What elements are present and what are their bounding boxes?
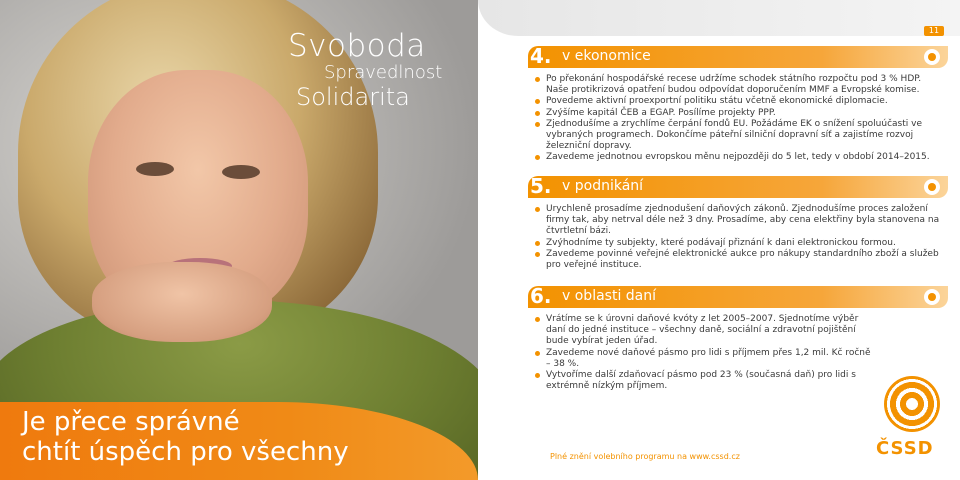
photo-eye-left: [136, 162, 174, 176]
list-item: Zvýšíme kapitál ČEB a EGAP. Posílíme projekty PPP.: [534, 108, 944, 119]
logo-text: ČSSD: [876, 438, 934, 459]
slogan-line-1: Je přece správné: [22, 407, 240, 437]
section-number: 4.: [530, 44, 552, 68]
section-header-economy: [528, 46, 948, 68]
slogan-line-2: chtít úspěch pro všechny: [22, 437, 349, 467]
list-item: Zavedeme nové daňové pásmo pro lidi s příjmem přes 1,2 mil. Kč ročně – 38 %.: [534, 348, 874, 370]
section-number: 6.: [530, 284, 552, 308]
section-list-economy: [534, 74, 944, 164]
photo-hands: [92, 262, 272, 342]
section-header-taxes: [528, 286, 948, 308]
list-item: Zavedeme povinné veřejné elektronické aukce pro nákupy standardního zboží a služeb pro veřejné instituce.: [534, 249, 944, 271]
section-title: v ekonomice: [562, 48, 651, 64]
section-number: 5.: [530, 174, 552, 198]
title-line-2: Spravedlnost: [324, 62, 443, 83]
list-item: Vrátíme se k úrovni daňové kvóty z let 2005–2007. Sjednotíme výběr daní do jedné instituce – všechny daně, sociální a zdravotní pojištění bude vybírat jeden úřad.: [534, 314, 874, 348]
section-list-taxes: [534, 314, 874, 392]
list-item: Po překonání hospodářské recese udržíme schodek státního rozpočtu pod 3 % HDP. Naše protikrizová opatření budou odpovídat doporučením MMF a Evropské komise.: [534, 74, 944, 96]
header-curve: [478, 0, 960, 36]
title-line-1: Svoboda: [288, 28, 426, 64]
list-item: Vytvoříme další zdaňovací pásmo pod 23 % (současná daň) pro lidi s extrémně nízkým příjmem.: [534, 370, 874, 392]
rose-icon: [924, 289, 940, 305]
rose-logo-icon: [884, 376, 940, 432]
program-page: [478, 0, 960, 480]
list-item: Zjednodušíme a zrychlíme čerpání fondů EU. Požádáme EK o snížení spoluúčasti ve vybraných programech. Dokončíme páteřní silniční dopravní síť a zajistíme rozvoj železniční dopravy.: [534, 119, 944, 153]
slogan-title: [288, 30, 442, 110]
photo-eye-right: [222, 165, 260, 179]
footer-link[interactable]: Plné znění volebního programu na www.cssd.cz: [550, 452, 740, 461]
portrait-photo: [0, 0, 478, 480]
section-list-business: [534, 204, 944, 271]
section-title: v oblasti daní: [562, 288, 657, 304]
list-item: Zvýhodníme ty subjekty, které podávají přiznání k dani elektronickou formou.: [534, 238, 944, 249]
section-title: v podnikání: [562, 178, 644, 194]
cssd-logo: [878, 376, 944, 464]
list-item: Urychleně prosadíme zjednodušení daňových zákonů. Zjednodušíme proces založení firmy tak, aby netrval déle než 3 dny. Prosadíme, aby cena elektřiny byla stanovena na čtvrtletní bázi.: [534, 204, 944, 238]
rose-icon: [924, 49, 940, 65]
page-number: 11: [924, 26, 944, 36]
list-item: Povedeme aktivní proexportní politiku státu včetně ekonomické diplomacie.: [534, 96, 944, 107]
title-line-3: Solidarita: [296, 83, 410, 111]
rose-icon: [924, 179, 940, 195]
list-item: Zavedeme jednotnou evropskou měnu nejpozději do 5 let, tedy v období 2014–2015.: [534, 152, 944, 163]
section-header-business: [528, 176, 948, 198]
